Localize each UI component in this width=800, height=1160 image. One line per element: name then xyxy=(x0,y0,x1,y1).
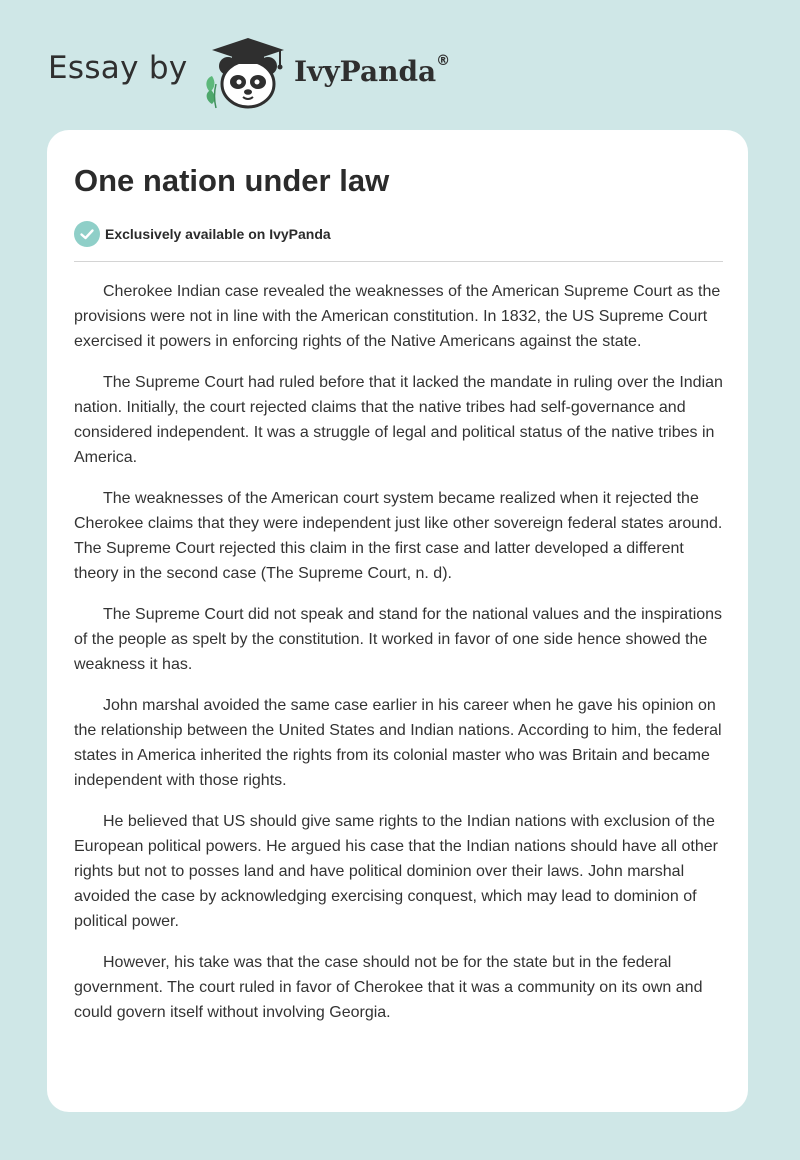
essay-body xyxy=(74,279,723,1041)
site-header xyxy=(48,34,528,114)
paragraph: Cherokee Indian case revealed the weaknesses of the American Supreme Court as the provisions were not in line with the American constitution. In 1832, the US Supreme Court exercised it powers in enforcing rights of the Native Americans against the state. xyxy=(74,283,721,350)
essay-title: One nation under law xyxy=(74,163,390,198)
paragraph: He believed that US should give same rights to the Indian nations with exclusion of the European political powers. He argued his case that the Indian nations should have all other rights but not to posses land and have political dominion over their laws. John marshal avoided the case by acknowledging exercising conquest, which may lead to dominion of political power. xyxy=(74,813,718,930)
brand-name-text: IvyPanda xyxy=(294,55,437,88)
paragraph: The weaknesses of the American court system became realized when it rejected the Cherokee claims that they were independent just like other sovereign federal states around. The Supreme Court rejected this claim in the first case and latter developed a different theory in the second case (The Supreme Court, n. d). xyxy=(74,490,723,582)
divider xyxy=(74,261,723,262)
essay-card xyxy=(47,130,748,1112)
brand-prefix: Essay by xyxy=(48,50,188,86)
paragraph: The Supreme Court did not speak and stand for the national values and the inspirations of the people as spelt by the constitution. It worked in favor of one side hence showed the weakness it has. xyxy=(74,606,723,673)
check-circle-icon xyxy=(74,221,100,247)
panda-graduate-icon[interactable] xyxy=(202,34,290,110)
paragraph: However, his take was that the case should not be for the state but in the federal government. The court ruled in favor of Cherokee that it was a community on its own and could govern itself without involving Georgia. xyxy=(74,954,703,1021)
brand-name[interactable] xyxy=(294,55,450,88)
paragraph: John marshal avoided the same case earlier in his career when he gave his opinion on the relationship between the United States and Indian nations. According to him, the federal states in America inherited the rights from its colonial master who was Britain and became independent with those rights. xyxy=(74,697,722,789)
paragraph: The Supreme Court had ruled before that it lacked the mandate in ruling over the Indian nation. Initially, the court rejected claims that the native tribes had self-governance and considered independent. It was a struggle of legal and political status of the native tribes in America. xyxy=(74,374,723,466)
registered-mark: ® xyxy=(436,53,451,69)
badge-text: Exclusively available on IvyPanda xyxy=(105,226,331,242)
exclusive-badge xyxy=(74,221,331,247)
